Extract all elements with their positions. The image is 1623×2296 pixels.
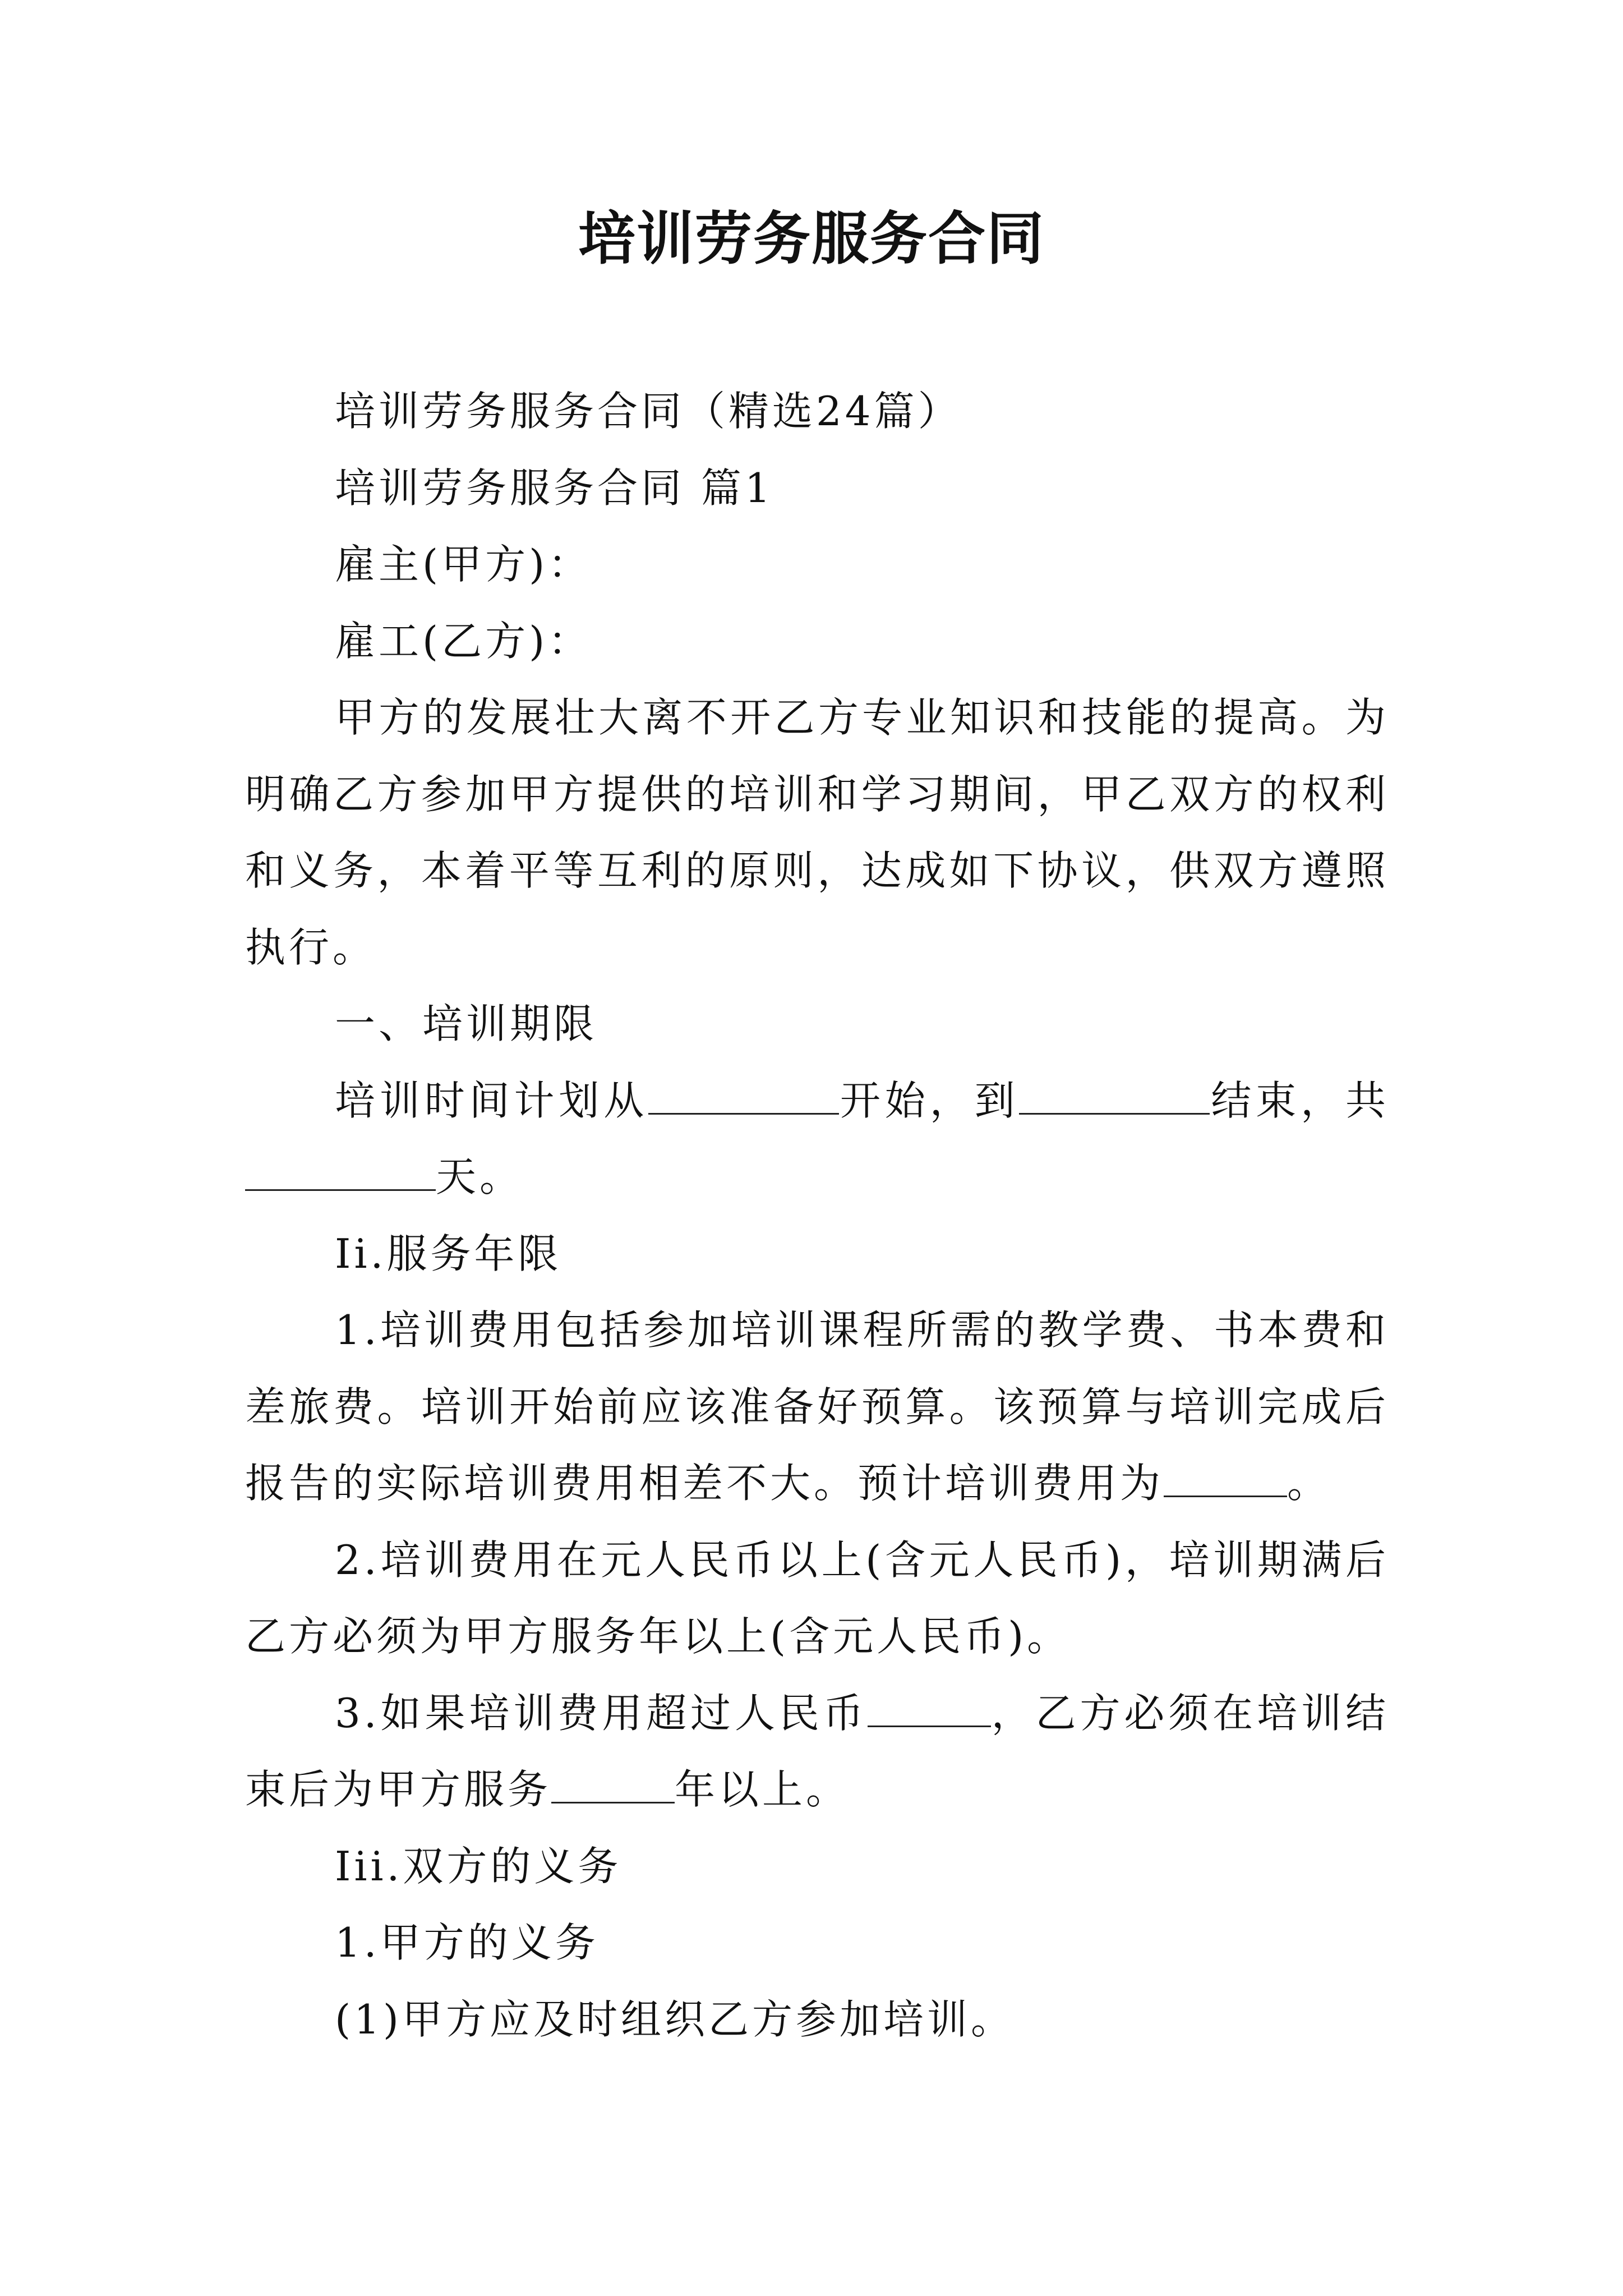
section-heading: 培训劳务服务合同 篇1 [335,464,774,512]
clause-3-text-a: 3.如果培训费用超过人民币 [335,1689,868,1737]
heading-party-a-obligations: 1.甲方的义务 [335,1919,599,1966]
cost-threshold-blank [868,1685,991,1727]
clause-3-text-b: ，乙方必须在培训结束后为甲方服务 [245,1689,1389,1813]
training-period-paragraph [245,1062,1389,1216]
clause-2-paragraph: 2.培训费用在元人民币以上(含元人民币)，培训期满后乙方必须为甲方服务年以上(含元人民币)。 [245,1536,1389,1660]
training-period-text-to: 开始，到 [839,1076,1020,1124]
service-years-blank [551,1761,675,1803]
clause-1-paragraph [245,1292,1389,1522]
clause-1-end: 。 [1287,1460,1331,1507]
clause-3-text-c: 年以上。 [675,1766,850,1813]
days-blank [245,1149,436,1191]
employee-line: 雇工(乙方)： [335,617,592,665]
heading-service-years: Ii.服务年限 [335,1230,562,1277]
intro-paragraph: 甲方的发展壮大离不开乙方专业知识和技能的提高。为明确乙方参加甲方提供的培训和学习期间，甲乙双方的权利和义务，本着平等互利的原则，达成如下协议，供双方遵照执行。 [245,694,1389,971]
obligation-1-paragraph: (1)甲方应及时组织乙方参加培训。 [335,1995,1015,2043]
estimated-cost-blank [1164,1455,1287,1497]
start-date-blank [648,1073,839,1115]
clause-1-text: 1.培训费用包括参加培训课程所需的教学费、书本费和差旅费。培训开始前应该准备好预算。该预算与培训完成后报告的实际培训费用相差不大。预计培训费用为 [245,1306,1389,1507]
training-period-text-start: 培训时间计划从 [335,1076,649,1124]
heading-training-period: 一、培训期限 [335,1000,598,1047]
document-body [245,373,1389,2058]
heading-obligations: Iii.双方的义务 [335,1842,622,1890]
training-period-text-days: 天。 [436,1153,524,1200]
end-date-blank [1019,1073,1210,1115]
training-period-text-end: 结束，共 [1210,1076,1389,1124]
clause-3-paragraph [245,1675,1389,1828]
document-subtitle: 培训劳务服务合同（精选24篇） [335,388,962,435]
document-title: 培训劳务服务合同 [578,205,1045,273]
employer-line: 雇主(甲方)： [335,541,592,588]
